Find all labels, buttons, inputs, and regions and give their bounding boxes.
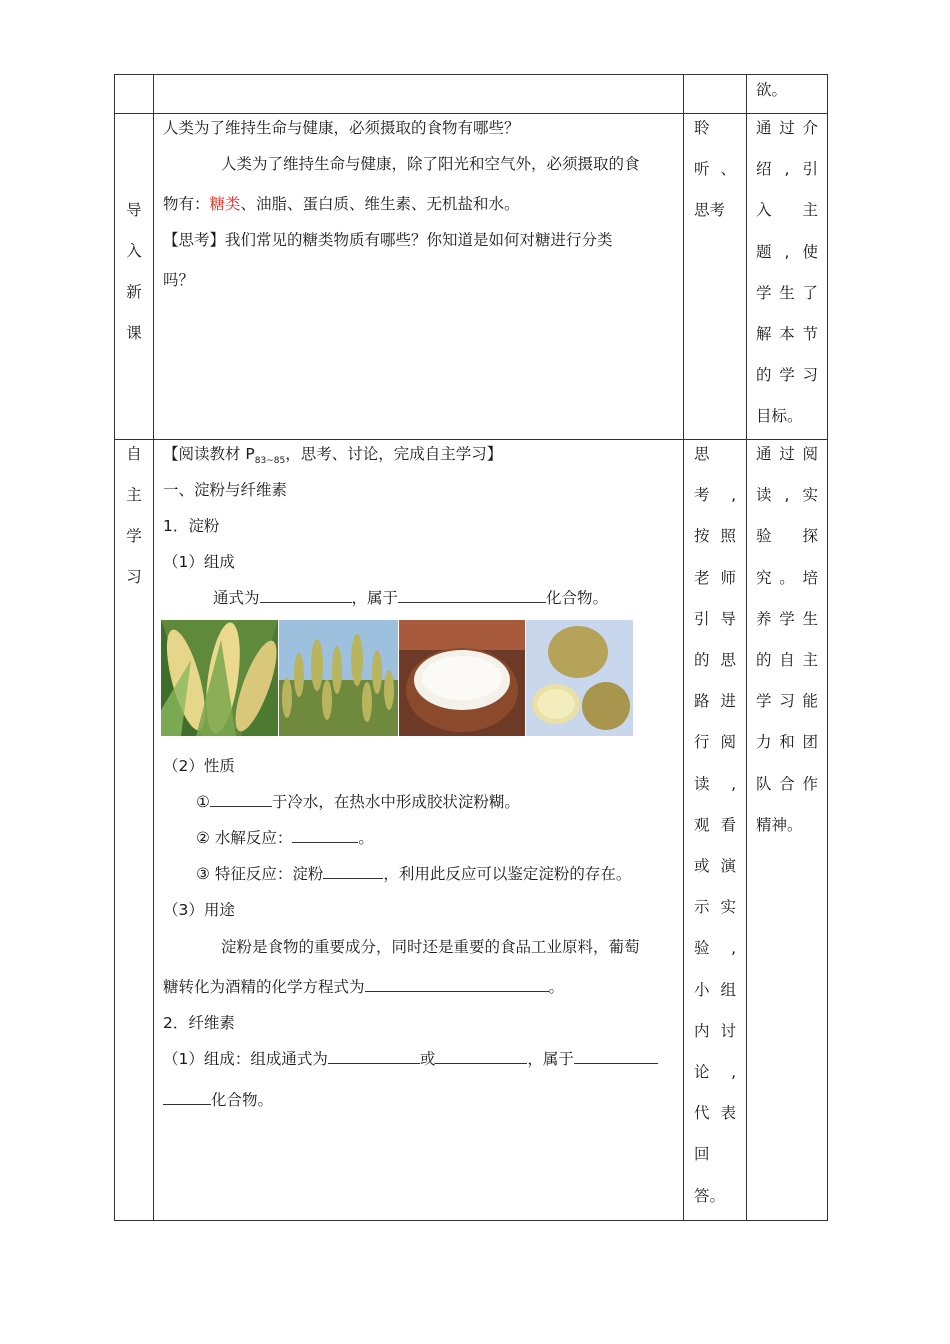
self-study-student-line: 论 , — [694, 1063, 736, 1081]
self-study-notes-line: 究 。 培 — [756, 568, 818, 587]
blank-solubility[interactable] — [210, 792, 272, 807]
intro-question: 人类为了维持生命与健康，必须摄取的食物有哪些？ — [163, 119, 520, 137]
self-study-notes-line: 读 , 实 — [756, 486, 818, 505]
self-study-notes-line: 力 和 团 — [756, 733, 818, 752]
blank-compound-type[interactable] — [398, 588, 546, 603]
intro-think-line2: 吗？ — [163, 271, 195, 289]
potato-photo — [526, 620, 633, 736]
corn-photo — [161, 620, 278, 736]
subsection-cellulose: 2．纤维素 — [163, 1014, 235, 1032]
self-study-notes-line: 学 习 能 — [756, 692, 818, 711]
table-top-border — [114, 74, 828, 75]
fiber-composition-line2: 化合物。 — [163, 1090, 273, 1110]
use-line2: 糖转化为酒精的化学方程式为 。 — [163, 978, 565, 996]
col-divider-3 — [746, 74, 747, 1221]
self-study-student-line: 内 讨 — [694, 1021, 736, 1040]
self-study-student-line: 小 组 — [694, 980, 736, 999]
self-study-notes-line: 的 自 主 — [756, 651, 818, 669]
table-left-border — [114, 74, 115, 1221]
self-study-student-line: 按 照 — [694, 527, 736, 546]
blank-characteristic-reaction[interactable] — [323, 864, 383, 879]
self-study-student-line: 回 — [694, 1145, 710, 1164]
intro-notes-line: 绍 , 引 — [756, 160, 818, 179]
self-study-student-line: 的 思 — [694, 651, 736, 669]
subsection-starch: 1．淀粉 — [163, 517, 220, 535]
intro-notes-line: 的 学 习 — [756, 366, 818, 385]
blank-fermentation-equation[interactable] — [365, 977, 549, 992]
row-divider-1 — [114, 113, 828, 114]
intro-notes-line: 目标。 — [756, 407, 803, 426]
property-label: （2）性质 — [163, 757, 235, 775]
wheat-photo — [279, 620, 398, 736]
self-study-student-line: 路 进 — [694, 692, 736, 711]
highlight-sugars: 糖类 — [209, 195, 241, 213]
intro-notes-line: 学 生 了 — [756, 283, 818, 302]
self-study-student-line: 示 实 — [694, 898, 736, 917]
use-line1: 淀粉是食物的重要成分，同时还是重要的食品工业原料，葡萄 — [221, 938, 640, 956]
intro-label: 导 入 新 课 — [126, 201, 142, 342]
self-study-notes-line: 养 学 生 — [756, 609, 818, 628]
fiber-composition: （1）组成：组成通式为 或 ，属于 — [163, 1049, 658, 1069]
self-study-student-line: 思 — [694, 445, 710, 463]
self-study-student-line: 老 师 — [694, 568, 736, 587]
self-study-notes-line: 通 过 阅 — [756, 445, 818, 463]
self-study-student-line: 代 表 — [694, 1104, 736, 1123]
self-study-student-line: 验 , — [694, 939, 736, 958]
intro-answer-line2: 物有：糖类、油脂、蛋白质、维生素、无机盐和水。 — [163, 195, 520, 213]
col-divider-1 — [153, 74, 154, 1221]
intro-notes-line: 通 过 介 — [756, 119, 818, 137]
row0-notes: 欲。 — [756, 81, 788, 99]
self-study-student-line: 或 演 — [694, 857, 736, 875]
self-study-label: 自 主 学 习 — [126, 445, 142, 586]
table-bottom-border — [114, 1220, 828, 1221]
col-divider-2 — [683, 74, 684, 1221]
blank-fiber-formula-2[interactable] — [435, 1049, 527, 1064]
self-study-notes-line: 队 合 作 — [756, 774, 818, 793]
table-right-border — [827, 74, 828, 1221]
intro-student-line: 聆 — [694, 119, 710, 137]
blank-fiber-formula-1[interactable] — [328, 1049, 420, 1064]
property-1: ① 于冷水，在热水中形成胶状淀粉糊。 — [196, 793, 520, 811]
rice-bowl-photo — [399, 620, 525, 736]
section-starch-cellulose: 一、淀粉与纤维素 — [163, 481, 288, 499]
formula-line: 通式为 ，属于 化合物。 — [213, 589, 609, 607]
intro-think-line1: 【思考】我们常见的糖类物质有哪些？你知道是如何对糖进行分类 — [163, 231, 613, 249]
self-study-student-line: 行 阅 — [694, 733, 736, 752]
property-3: ③ 特征反应：淀粉 ，利用此反应可以鉴定淀粉的存在。 — [196, 865, 632, 883]
intro-student-line: 思考 — [694, 201, 726, 219]
intro-student-line: 听 、 — [694, 160, 736, 178]
self-study-student-line: 观 看 — [694, 815, 736, 834]
self-study-student-line: 引 导 — [694, 609, 736, 628]
blank-fiber-type-cont[interactable] — [163, 1090, 211, 1105]
intro-notes-line: 解 本 节 — [756, 325, 818, 343]
blank-fiber-type[interactable] — [574, 1049, 658, 1064]
self-study-student-line: 考 , — [694, 486, 736, 505]
property-2: ② 水解反应： 。 — [196, 829, 374, 847]
intro-answer-line1: 人类为了维持生命与健康，除了阳光和空气外，必须摄取的食 — [221, 155, 640, 173]
row-divider-2 — [114, 439, 828, 440]
self-study-student-line: 答。 — [694, 1186, 726, 1205]
use-label: （3）用途 — [163, 901, 235, 919]
composition-label: （1）组成 — [163, 553, 235, 571]
self-study-heading: 【阅读教材 $P_{83\sim 85}$，思考、讨论，完成自主学习】 — [163, 445, 503, 467]
intro-notes-line: 题 , 使 — [756, 242, 818, 261]
self-study-student-line: 读 , — [694, 774, 736, 793]
self-study-notes-line: 精神。 — [756, 815, 803, 834]
blank-hydrolysis[interactable] — [292, 828, 358, 843]
self-study-notes-line: 验 探 — [756, 527, 818, 546]
blank-formula[interactable] — [260, 588, 352, 603]
intro-notes-line: 入 主 — [756, 201, 818, 220]
